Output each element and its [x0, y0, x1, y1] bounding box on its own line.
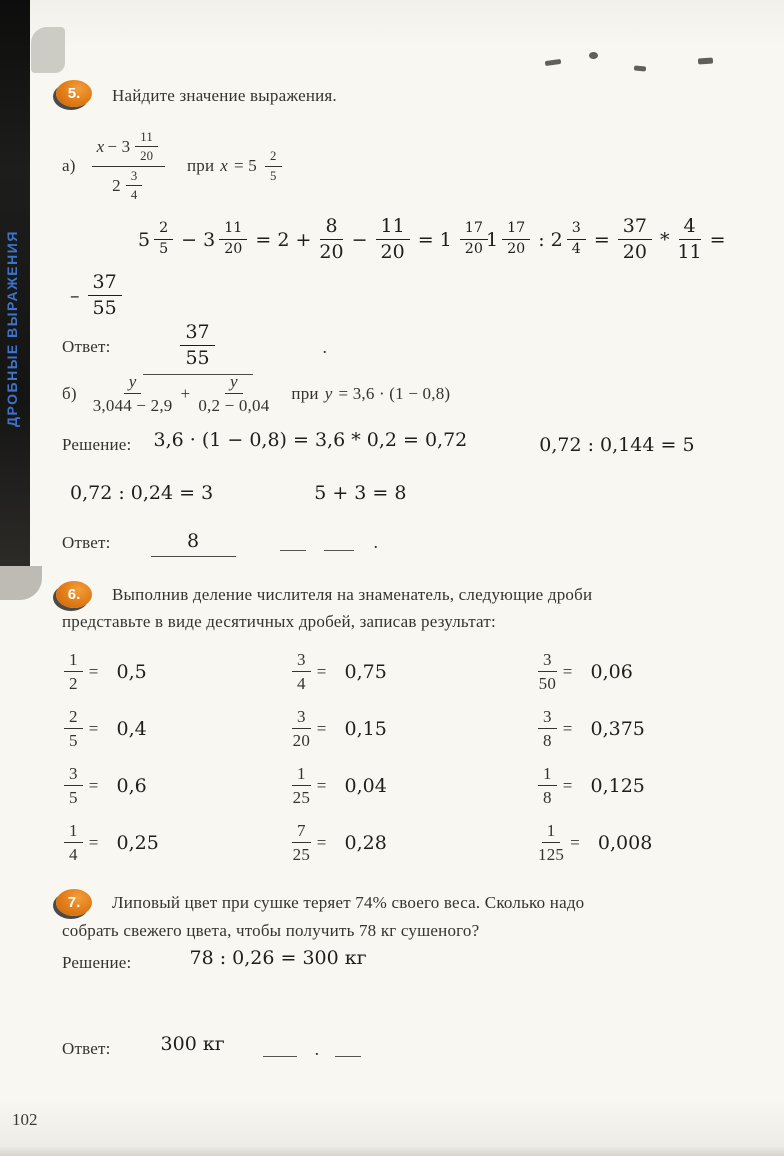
fraction: $\frac{3}{4}$	[292, 650, 311, 693]
problem-5a-answer-row	[62, 320, 327, 375]
fraction: $\frac{y}{0,2 - 0,04}$	[198, 372, 270, 416]
operator: +	[180, 383, 191, 403]
handwritten-answer-fraction: 37 55	[180, 322, 214, 370]
operator: −	[351, 228, 368, 251]
decimal-cell	[62, 650, 147, 693]
scan-tab-artifact	[0, 566, 42, 600]
fraction: 2 5	[265, 149, 282, 183]
fraction: $\frac{1}{8}$	[538, 764, 557, 807]
fraction: $\frac{1}{4}$	[64, 821, 83, 864]
problem-7-badge: 7.	[56, 889, 92, 916]
decimal-cell	[290, 764, 387, 807]
problem-5a-work-line-2	[70, 272, 124, 320]
handwritten-work: 0,72 : 0,24 = 3	[70, 482, 214, 504]
fraction: $\frac{2}{5}$	[64, 707, 83, 750]
handwritten-decimal[interactable]: 0,008	[597, 831, 653, 854]
handwritten-decimal[interactable]: 0,04	[344, 774, 387, 797]
scan-speck	[634, 65, 646, 71]
whole-number: 2	[112, 175, 121, 195]
handwritten-decimal[interactable]: 0,5	[116, 660, 147, 683]
handwritten-decimal[interactable]: 0,28	[344, 831, 387, 854]
operator: =	[709, 228, 726, 251]
handwritten-decimal[interactable]: 0,15	[344, 717, 387, 740]
fraction: 11 20	[135, 130, 158, 164]
fraction: $\frac{8}{20}$	[319, 215, 344, 264]
scan-speck	[545, 59, 562, 66]
fraction: $\frac{7}{25}$	[292, 821, 311, 865]
variable-x: x	[96, 137, 105, 157]
problem-7-text-line-1: Липовый цвет при сушке теряет 74% своего веса. Сколько надо	[112, 893, 585, 912]
problem-5b-solution-row-2	[70, 482, 406, 504]
chapter-sidebar-label: ДРОБНЫЕ ВЫРАЖЕНИЯ	[4, 230, 20, 428]
variable-y: y	[324, 383, 333, 403]
condition-rest: = 3,6 · (1 − 0,8)	[338, 383, 451, 403]
problem-5a-expression	[62, 130, 284, 202]
answer-label: Ответ:	[62, 1039, 111, 1058]
handwritten-answer[interactable]: 300 кг	[160, 1033, 225, 1055]
equals-sign: =	[316, 661, 327, 681]
fraction: 11 20	[219, 221, 247, 258]
decimal-cell	[62, 707, 147, 750]
condition-pre: при	[291, 383, 319, 403]
part-a-label: а)	[62, 156, 76, 176]
problem-5a-work-line-1	[138, 216, 490, 264]
answer-label: Ответ:	[62, 532, 111, 552]
fraction: 2 5	[154, 221, 173, 258]
decimal-cell	[290, 821, 387, 864]
solution-label: Решение:	[62, 953, 132, 972]
fraction: 17 20	[460, 221, 488, 258]
page-bottom-edge	[0, 1146, 784, 1156]
part-b-label: б)	[62, 383, 77, 403]
handwritten-decimal[interactable]: 0,6	[116, 774, 147, 797]
decimal-cell	[290, 650, 387, 693]
fraction: $\frac{4}{11}$	[677, 215, 702, 264]
blank-segment[interactable]	[280, 535, 306, 551]
variable-x: x	[220, 156, 229, 176]
equals-sign: =	[316, 718, 327, 738]
problem-7-answer-row	[62, 1033, 361, 1060]
scan-speck	[589, 52, 598, 59]
mixed-number: 1 17 20	[486, 221, 532, 258]
minus-term: − 3	[107, 137, 131, 157]
blank-segment[interactable]	[263, 1041, 297, 1057]
scan-speck	[698, 57, 713, 64]
equals-sign: =	[562, 661, 573, 681]
operator: = 1	[417, 228, 452, 251]
fraction: 3 4	[567, 221, 586, 258]
fraction: 3 4	[126, 169, 143, 203]
handwritten-solution[interactable]: 78 : 0,26 = 300 кг	[189, 947, 367, 969]
handwritten-decimal[interactable]: 0,125	[590, 774, 645, 797]
equals-sign: =	[88, 718, 99, 738]
page-number: 102	[12, 1110, 38, 1129]
mixed-number: − 3 11 20	[181, 221, 249, 258]
equals-sign: =	[316, 775, 327, 795]
fraction: $\frac{11}{20}$	[376, 216, 410, 264]
period: .	[373, 532, 379, 552]
equals-sign: =	[562, 718, 573, 738]
problem-6-badge: 6.	[56, 581, 92, 608]
handwritten-work: 5 + 3 = 8	[314, 482, 407, 504]
equals-sign: =	[88, 775, 99, 795]
problem-7-text-line-2: собрать свежего цвета, чтобы получить 78 кг сушеного?	[62, 921, 480, 940]
fraction: $\frac{1}{125}$	[538, 821, 565, 865]
handwritten-decimal[interactable]: 0,4	[116, 717, 147, 740]
problem-6-text-line-2: представьте в виде десятичных дробей, записав результат:	[62, 612, 496, 631]
handwritten-decimal[interactable]: 0,75	[344, 660, 387, 683]
problem-5b-expression	[62, 372, 450, 415]
equals-sign: =	[88, 832, 99, 852]
blank-segment[interactable]	[335, 1041, 361, 1057]
problem-5b-answer-row	[62, 528, 378, 557]
operator: =	[593, 228, 610, 251]
decimal-cell	[62, 764, 147, 807]
handwritten-decimal[interactable]: 0,25	[116, 831, 159, 854]
fraction: 37 55	[88, 272, 122, 320]
decimal-cell	[536, 764, 645, 807]
decimal-cell	[536, 650, 633, 693]
fraction: y 3,044 − 2,9	[92, 372, 173, 416]
period: .	[322, 336, 328, 357]
operator: *	[659, 228, 670, 251]
condition-pre: при	[186, 156, 215, 176]
handwritten-decimal[interactable]: 0,06	[590, 660, 633, 683]
scan-corner-artifact	[31, 27, 65, 73]
handwritten-work: 0,72 : 0,144 = 5	[539, 434, 695, 456]
handwritten-decimal[interactable]: 0,375	[590, 717, 645, 740]
handwritten-answer: 8	[186, 530, 200, 552]
fraction: $\frac{3}{5}$	[64, 764, 83, 807]
problem-6-text-line-1: Выполнив деление числителя на знаменатель, следующие дроби	[112, 585, 593, 604]
answer-blank[interactable]	[151, 528, 236, 557]
fraction: $\frac{1}{25}$	[292, 764, 311, 808]
decimal-cell	[62, 821, 159, 864]
main-fraction	[92, 130, 165, 202]
equals-sign: =	[570, 832, 580, 852]
problem-5-title: Найдите значение выражения.	[112, 86, 337, 105]
operator: –	[70, 284, 80, 307]
problem-7-solution-row	[62, 947, 367, 974]
mixed-number: 5 2 5	[138, 221, 175, 258]
decimal-cell	[536, 707, 645, 750]
problem-5b-solution-row	[62, 429, 695, 456]
fraction: $\frac{3}{8}$	[538, 707, 557, 750]
answer-blank[interactable]	[143, 320, 253, 375]
fraction: $\frac{1}{2}$	[64, 650, 83, 693]
mixed-number: : 2 3 4	[538, 221, 588, 258]
answer-label: Ответ:	[62, 337, 111, 357]
handwritten-work: 3,6 · (1 − 0,8) = 3,6 * 0,2 = 0,72	[153, 429, 468, 451]
operator: = 2 +	[255, 228, 312, 251]
problem-5-badge: 5.	[56, 80, 92, 107]
fraction: 17 20	[502, 221, 530, 258]
fraction: $\frac{3}{50}$	[538, 650, 557, 694]
fraction: $\frac{3}{20}$	[292, 707, 311, 751]
equals-value: = 5	[234, 156, 257, 176]
equals-sign: =	[316, 832, 327, 852]
equals-sign: =	[562, 775, 573, 795]
blank-segment[interactable]	[324, 535, 354, 551]
period: .	[314, 1038, 320, 1059]
problem-5a-work-line-1b	[486, 216, 726, 264]
equals-sign: =	[88, 661, 99, 681]
fraction: $\frac{37}{20}$	[618, 216, 652, 264]
solution-label: Решение:	[62, 435, 132, 454]
decimal-cell	[536, 821, 652, 864]
decimal-cell	[290, 707, 387, 750]
